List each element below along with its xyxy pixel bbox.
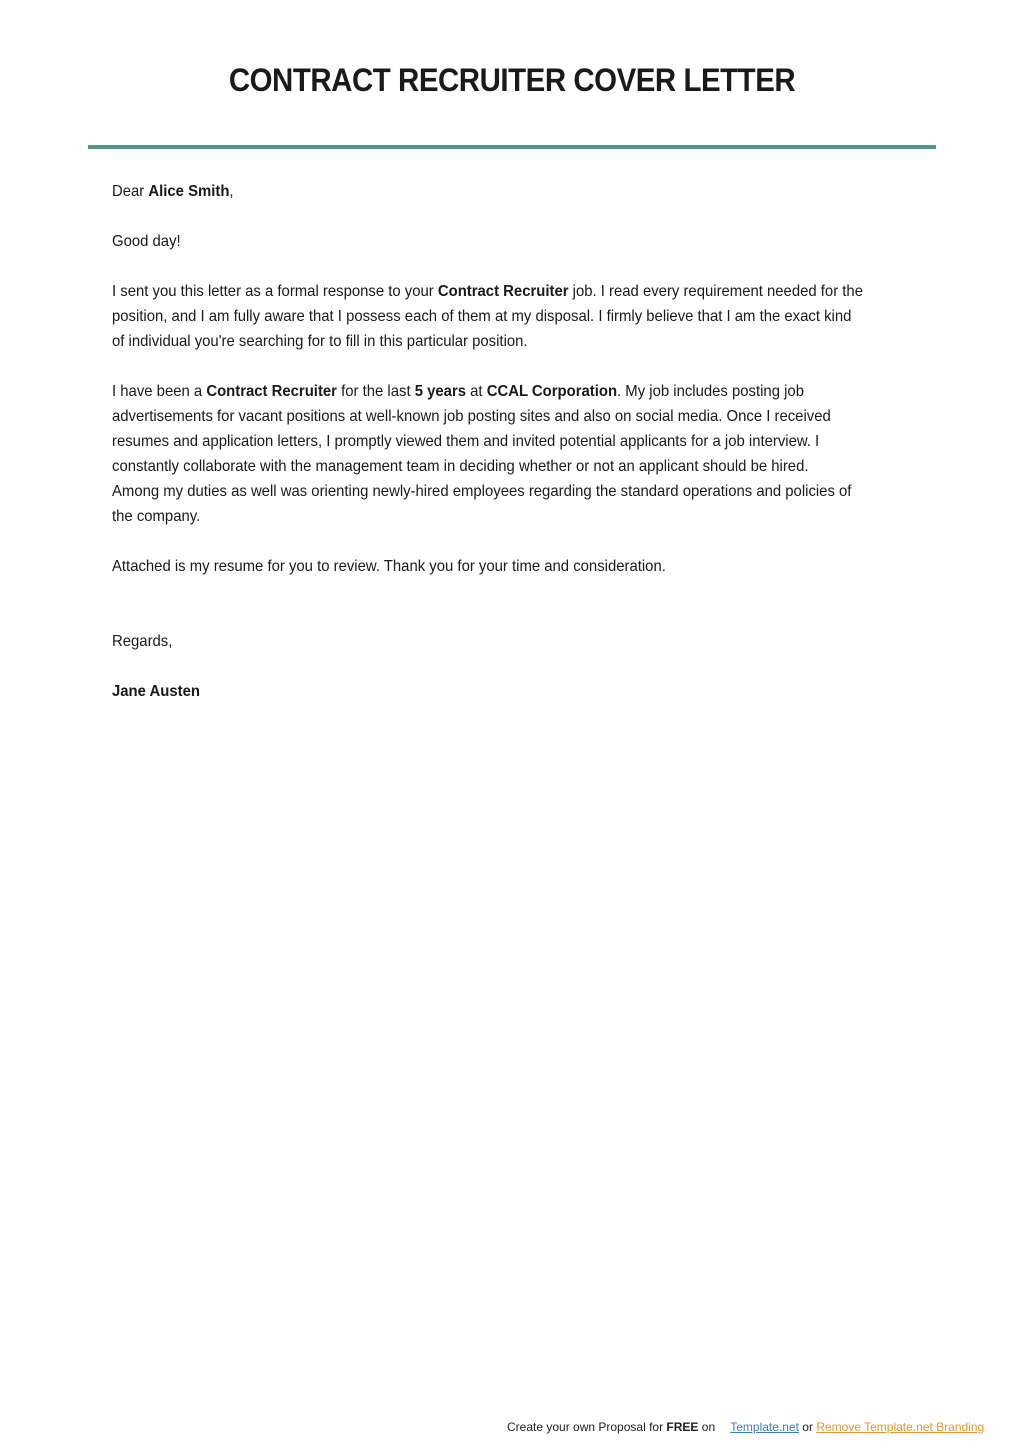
text: job. I read every requirement needed for the <box>568 283 863 300</box>
paragraph-line <box>112 504 856 529</box>
footer-on: on <box>698 1420 716 1434</box>
letter-paragraph <box>112 279 912 354</box>
letter-paragraph <box>112 379 912 529</box>
letter-body <box>112 179 912 729</box>
letter-paragraph <box>112 629 912 654</box>
letter-paragraph <box>112 179 912 204</box>
text: I have been a <box>112 383 207 400</box>
text: Attached is my resume for you to review. Thank you for your time and consideration. <box>112 558 666 575</box>
text: Regards, <box>112 633 173 650</box>
paragraph-line <box>112 304 856 329</box>
page-title: CONTRACT RECRUITER COVER LETTER <box>228 62 796 98</box>
text: Among my duties as well was orienting newly-hired employees regarding the standard operations and policies of <box>112 483 852 500</box>
paragraph-line <box>112 329 856 354</box>
footer-free: FREE <box>666 1420 699 1434</box>
text: constantly collaborate with the management team in deciding whether or not an applicant should be hired. <box>112 458 809 475</box>
paragraph-line <box>112 679 856 704</box>
text: Good day! <box>112 233 181 250</box>
text: Dear <box>112 183 149 200</box>
text: position, and I am fully aware that I possess each of them at my disposal. I firmly believe that I am the exact kind <box>112 308 852 325</box>
remove-branding-link[interactable]: Remove Template.net Branding <box>816 1420 985 1434</box>
text: , <box>229 183 234 200</box>
text: at <box>466 383 487 400</box>
paragraph-line <box>112 404 856 429</box>
paragraph-line <box>112 229 856 254</box>
template-net-link[interactable]: Template.net <box>730 1420 799 1434</box>
text: advertisements for vacant positions at well-known job posting sites and also on social media. Once I received <box>112 408 831 425</box>
paragraph-line <box>112 629 856 654</box>
text: resumes and application letters, I promptly viewed them and invited potential applicants for a job interview. I <box>112 433 820 450</box>
branding-footer <box>507 1420 984 1434</box>
bold-text: Jane Austen <box>112 683 200 700</box>
footer-prefix: Create your own Proposal for <box>507 1420 667 1434</box>
bold-text: CCAL Corporation <box>486 383 618 400</box>
text: of individual you're searching for to fill in this particular position. <box>112 333 528 350</box>
bold-text: 5 years <box>414 383 467 400</box>
paragraph-line <box>112 554 856 579</box>
text: for the last <box>336 383 415 400</box>
letter-paragraph <box>112 229 912 254</box>
letter-paragraph <box>112 679 912 704</box>
bold-text: Contract Recruiter <box>206 383 337 400</box>
paragraph-line <box>112 429 856 454</box>
title-divider <box>88 145 936 149</box>
paragraph-line <box>112 179 856 204</box>
footer-or: or <box>798 1420 817 1434</box>
text: . My job includes posting job <box>617 383 804 400</box>
bold-text: Contract Recruiter <box>437 283 569 300</box>
text: I sent you this letter as a formal response to your <box>112 283 438 300</box>
letter-paragraph <box>112 554 912 579</box>
paragraph-line <box>112 479 856 504</box>
paragraph-line <box>112 454 856 479</box>
text: the company. <box>112 508 201 525</box>
paragraph-line <box>112 379 856 404</box>
paragraph-line <box>112 279 863 304</box>
bold-text: Alice Smith <box>148 183 230 200</box>
